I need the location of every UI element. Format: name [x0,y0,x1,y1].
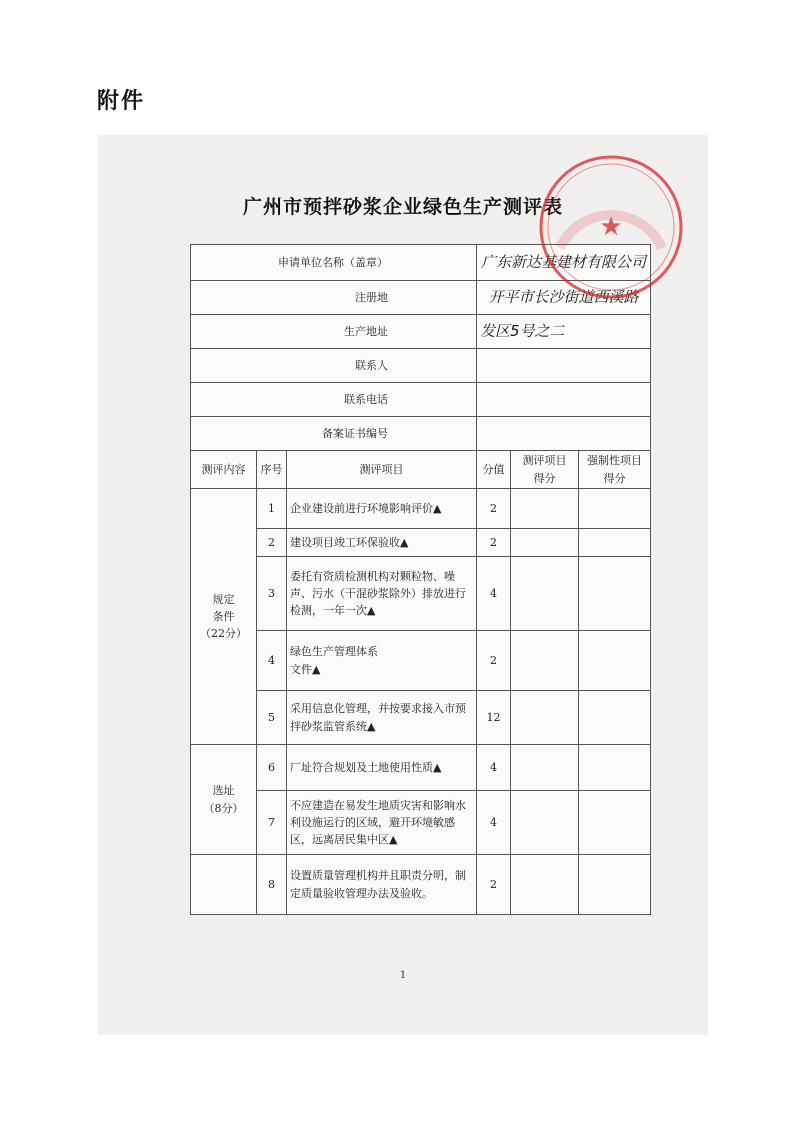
info-label: 生产地址 [191,315,477,349]
info-value [477,383,651,417]
info-label: 备案证书编号 [191,417,477,451]
table-row [191,691,651,745]
table-row [191,791,651,855]
row-mandatory-score [579,855,651,915]
info-label: 联系人 [191,349,477,383]
row-score: 2 [477,631,511,691]
row-mandatory-score [579,745,651,791]
info-value [477,315,651,349]
row-seq: 1 [257,489,287,529]
handwritten-company-name: 广东新达基建材有限公司 [481,252,647,271]
section-name: 规定 条件 （22分） [191,489,257,745]
row-item: 不应建造在易发生地质灾害和影响水利设施运行的区域，避开环境敏感区，远离居民集中区▲ [287,791,477,855]
row-item-score [511,691,579,745]
table-row [191,855,651,915]
row-mandatory-score [579,557,651,631]
row-item: 建设项目竣工环保验收▲ [287,529,477,557]
info-row [191,383,651,417]
info-value [477,281,651,315]
row-item-score [511,529,579,557]
row-mandatory-score [579,529,651,557]
row-score: 4 [477,745,511,791]
header-score: 分值 [477,451,511,489]
row-mandatory-score [579,489,651,529]
handwritten-production-address: 发区5号之二 [480,321,565,340]
header-content: 测评内容 [191,451,257,489]
row-item-score [511,557,579,631]
info-row [191,315,651,349]
row-score: 2 [477,855,511,915]
info-row [191,245,651,281]
info-row [191,281,651,315]
info-label: 注册地 [191,281,477,315]
row-item: 委托有资质检测机构对颗粒物、噪声、污水（干混砂浆除外）排放进行检测，一年一次▲ [287,557,477,631]
info-value [477,245,651,281]
info-row [191,349,651,383]
row-item: 设置质量管理机构并且职责分明，制定质量验收管理办法及验收。 [287,855,477,915]
row-item: 厂址符合规划及土地使用性质▲ [287,745,477,791]
row-item: 采用信息化管理，并按要求接入市预拌砂浆监管系统▲ [287,691,477,745]
row-seq: 2 [257,529,287,557]
row-score: 12 [477,691,511,745]
info-value [477,349,651,383]
row-score: 4 [477,557,511,631]
header-item: 测评项目 [287,451,477,489]
row-item-score [511,631,579,691]
row-item: 绿色生产管理体系 文件▲ [287,631,477,691]
row-item-score [511,855,579,915]
info-value [477,417,651,451]
table-row [191,557,651,631]
table-row [191,489,651,529]
row-score: 4 [477,791,511,855]
handwritten-registered-address: 开平市长沙街道西溪路 [488,287,639,306]
row-seq: 6 [257,745,287,791]
row-seq: 5 [257,691,287,745]
evaluation-form-table [190,244,651,915]
info-row [191,417,651,451]
row-seq: 8 [257,855,287,915]
row-score: 2 [477,489,511,529]
header-item-score: 测评项目 得分 [511,451,579,489]
table-row [191,631,651,691]
svg-text:★: ★ [599,212,623,242]
header-seq: 序号 [257,451,287,489]
row-seq: 7 [257,791,287,855]
row-seq: 3 [257,557,287,631]
row-mandatory-score [579,691,651,745]
row-mandatory-score [579,791,651,855]
row-item-score [511,791,579,855]
row-item-score [511,745,579,791]
row-score: 2 [477,529,511,557]
header-row [191,451,651,489]
table-row [191,529,651,557]
info-label: 联系电话 [191,383,477,417]
section-name [191,855,257,915]
row-item: 企业建设前进行环境影响评价▲ [287,489,477,529]
info-label: 申请单位名称（盖章） [191,245,477,281]
attachment-label: 附件 [97,89,146,114]
row-seq: 4 [257,631,287,691]
table-row [191,745,651,791]
section-name: 选址 （8分） [191,745,257,855]
form-title: 广州市预拌砂浆企业绿色生产测评表 [242,196,563,218]
header-mandatory-score: 强制性项目 得分 [579,451,651,489]
page-number: 1 [399,970,407,981]
row-mandatory-score [579,631,651,691]
row-item-score [511,489,579,529]
